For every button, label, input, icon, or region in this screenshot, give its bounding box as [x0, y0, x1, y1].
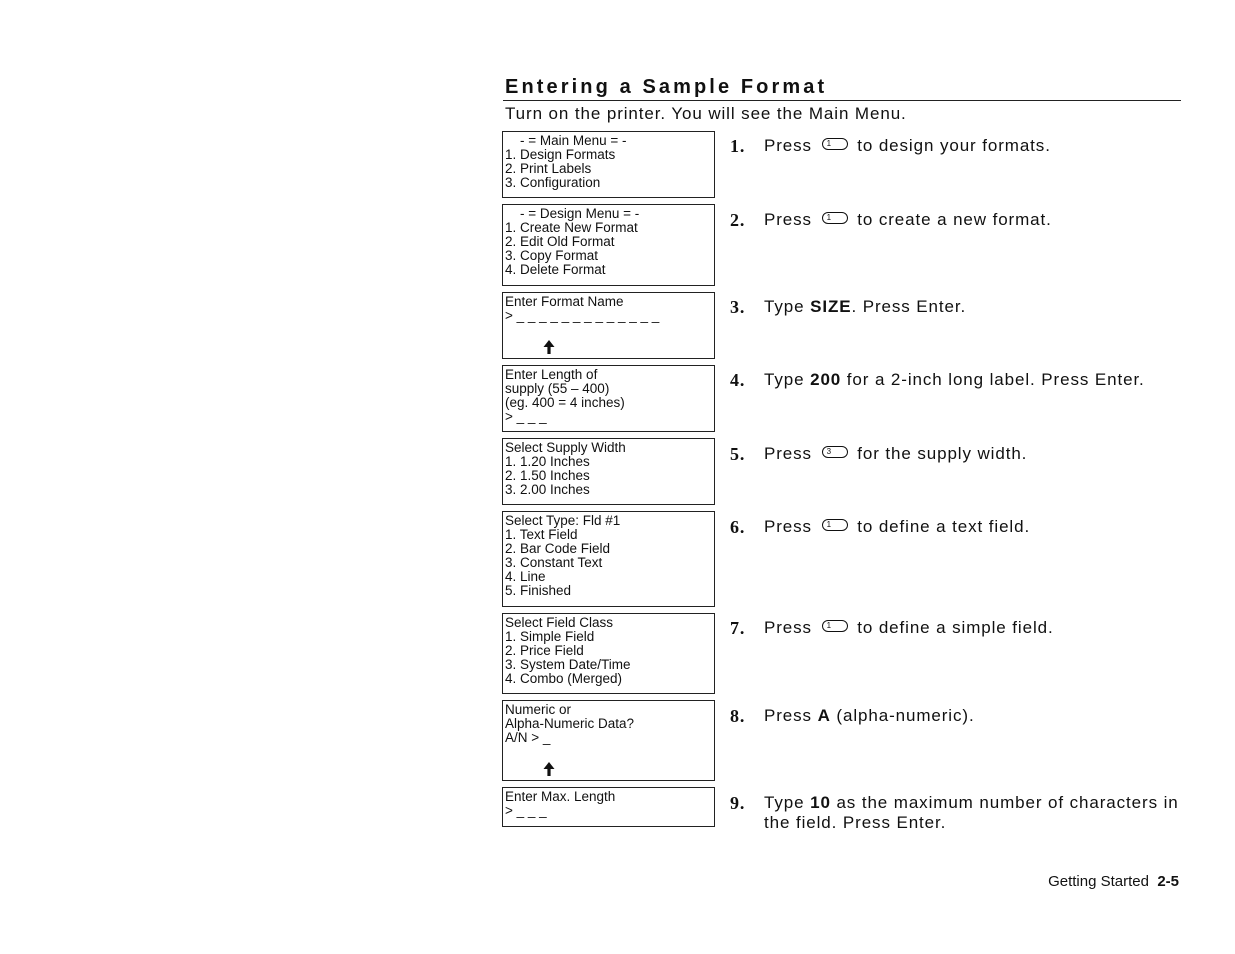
screen-line: > _ _ _ [505, 803, 547, 818]
screen-line: Enter Max. Length [505, 789, 616, 804]
step-text: Press [764, 444, 812, 463]
step-text: Press [764, 517, 812, 536]
step-text: to design your formats. [857, 136, 1051, 155]
screen-line: Select Type: Fld #1 [505, 513, 621, 528]
step-number: 7. [730, 618, 746, 638]
step-text: Type [764, 297, 805, 316]
screen-line: > _ _ _ _ _ _ _ _ _ _ _ _ _ [505, 308, 660, 323]
step-text: to define a text field. [857, 517, 1031, 536]
screen-line: 1. Design Formats [505, 147, 616, 162]
screen-design-menu [502, 204, 715, 286]
screen-line: Select Field Class [505, 615, 614, 630]
step-text: . Press Enter. [851, 297, 967, 316]
step-number: 1. [730, 136, 746, 156]
step-bold-text: A [817, 706, 831, 725]
screen-line: (eg. 400 = 4 inches) [505, 395, 625, 410]
screen-line: 5. Finished [505, 583, 572, 598]
step-text: as the maximum number of characters in the field. Press Enter. [764, 793, 1179, 832]
screen-line: Select Supply Width [505, 440, 626, 455]
screen-line: Enter Format Name [505, 294, 624, 309]
screen-format-name [502, 292, 715, 359]
step-number: 2. [730, 210, 746, 230]
step-number: 3. [730, 297, 746, 317]
screen-line: 4. Line [505, 569, 546, 584]
key-1-icon: 1 [822, 519, 848, 531]
step-text: for the supply width. [857, 444, 1028, 463]
screen-line: 3. Copy Format [505, 248, 599, 263]
screen-supply-width [502, 438, 715, 505]
up-arrow-icon [542, 339, 556, 355]
key-3-icon: 3 [822, 446, 848, 458]
step-text: Press [764, 136, 812, 155]
screen-supply-length [502, 365, 715, 432]
step-text: Press [764, 618, 812, 637]
screen-data-type [502, 700, 715, 781]
step-number: 4. [730, 370, 746, 390]
screen-line: 3. Constant Text [505, 555, 603, 570]
up-arrow-icon [542, 761, 556, 777]
step-bold-text: SIZE [810, 297, 852, 316]
screen-line: 2. Price Field [505, 643, 584, 658]
screen-max-length [502, 787, 715, 827]
screen-line: supply (55 – 400) [505, 381, 610, 396]
step-bold-text: 10 [810, 793, 831, 812]
screen-line: 2. 1.50 Inches [505, 468, 590, 483]
screen-line: 4. Delete Format [505, 262, 606, 277]
step-bold-text: 200 [810, 370, 842, 389]
step-text: to define a simple field. [857, 618, 1054, 637]
step-text: Press [764, 210, 812, 229]
screen-line: Enter Length of [505, 367, 598, 382]
screen-line: 1. Simple Field [505, 629, 595, 644]
step-text: (alpha-numeric). [836, 706, 975, 725]
key-1-icon: 1 [822, 620, 848, 632]
step-text: Press [764, 706, 812, 725]
screen-line: 3. System Date/Time [505, 657, 631, 672]
title-rule [503, 100, 1181, 101]
screen-line: 1. 1.20 Inches [505, 454, 590, 469]
key-1-icon: 1 [822, 138, 848, 150]
screen-line: 2. Bar Code Field [505, 541, 611, 556]
page-footer [1048, 872, 1179, 892]
intro-text: Turn on the printer. You will see the Main Menu. [505, 104, 907, 123]
screen-line: - = Main Menu = - [505, 133, 627, 148]
step-number: 8. [730, 706, 746, 726]
screen-line: > _ _ _ [505, 409, 547, 424]
screen-line: 4. Combo (Merged) [505, 671, 623, 686]
step-number: 5. [730, 444, 746, 464]
step-text: for a 2-inch long label. Press Enter. [846, 370, 1145, 389]
screen-line: - = Design Menu = - [505, 206, 640, 221]
screen-line: 2. Print Labels [505, 161, 592, 176]
screen-main-menu [502, 131, 715, 198]
step-text: Type [764, 370, 805, 389]
screen-line: 1. Create New Format [505, 220, 638, 235]
screen-field-class [502, 613, 715, 694]
screen-line: 3. 2.00 Inches [505, 482, 590, 497]
screen-line: Alpha-Numeric Data? [505, 716, 635, 731]
screen-line: Numeric or [505, 702, 572, 717]
step-number: 9. [730, 793, 746, 813]
screen-line: A/N > _ [505, 730, 551, 745]
section-title: Entering a Sample Format [505, 76, 828, 98]
screen-line: 3. Configuration [505, 175, 601, 190]
step-number: 6. [730, 517, 746, 537]
screen-select-type [502, 511, 715, 607]
step-text: Type [764, 793, 805, 812]
screen-line: 1. Text Field [505, 527, 578, 542]
footer-label: Getting Started [1048, 873, 1149, 890]
key-1-icon: 1 [822, 212, 848, 224]
step-text: to create a new format. [857, 210, 1052, 229]
page-number: 2-5 [1157, 873, 1179, 890]
screen-line: 2. Edit Old Format [505, 234, 615, 249]
